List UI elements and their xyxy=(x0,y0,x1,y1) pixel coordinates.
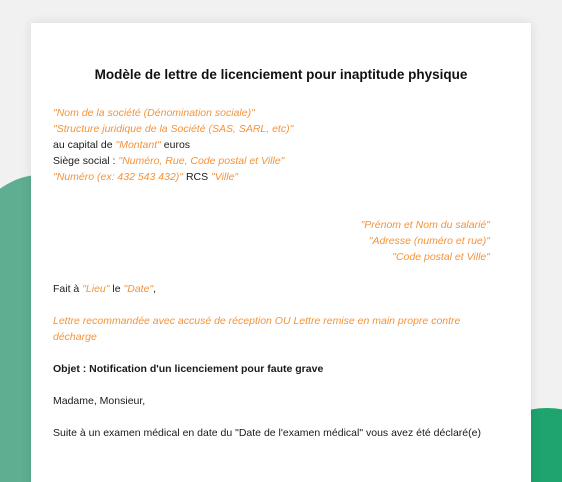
rcs-city: "Ville" xyxy=(211,171,239,183)
place-suffix: , xyxy=(153,283,157,295)
sender-company-name: "Nom de la société (Dénomination sociale)" xyxy=(53,107,255,119)
place-middle: le xyxy=(109,283,124,295)
sender-capital xyxy=(53,138,190,152)
seat-value: "Numéro, Rue, Code postal et Ville" xyxy=(118,155,285,167)
delivery-method-line2: décharge xyxy=(53,331,97,343)
letter-page xyxy=(31,23,531,482)
date-value: "Date" xyxy=(123,283,154,295)
seat-prefix: Siège social : xyxy=(53,155,119,167)
place-and-date xyxy=(53,282,156,296)
letter-body-first-line: Suite à un examen médical en date du "Date de l'examen médical" vous avez été déclaré(e) xyxy=(53,427,481,439)
recipient-address: "Adresse (numéro et rue)" xyxy=(368,235,490,247)
rcs-label: RCS xyxy=(183,171,212,183)
sender-head-office xyxy=(53,154,284,168)
letter-title: Modèle de lettre de licenciement pour inaptitude physique xyxy=(94,67,468,82)
letter-greeting: Madame, Monsieur, xyxy=(53,395,146,407)
recipient-city: "Code postal et Ville" xyxy=(392,251,490,263)
rcs-number: "Numéro (ex: 432 543 432)" xyxy=(53,171,184,183)
sender-rcs xyxy=(53,170,238,184)
capital-prefix: au capital de xyxy=(53,139,116,151)
sender-legal-structure: "Structure juridique de la Société (SAS, SARL, etc)" xyxy=(53,123,294,135)
letter-subject: Objet : Notification d'un licenciement pour faute grave xyxy=(53,363,324,375)
capital-amount: "Montant" xyxy=(115,139,161,151)
place-value: "Lieu" xyxy=(82,283,110,295)
delivery-method-line1: Lettre recommandée avec accusé de réception OU Lettre remise en main propre contre xyxy=(53,315,461,327)
capital-suffix: euros xyxy=(160,139,191,151)
place-prefix: Fait à xyxy=(53,283,83,295)
recipient-name: "Prénom et Nom du salarié" xyxy=(360,219,490,231)
